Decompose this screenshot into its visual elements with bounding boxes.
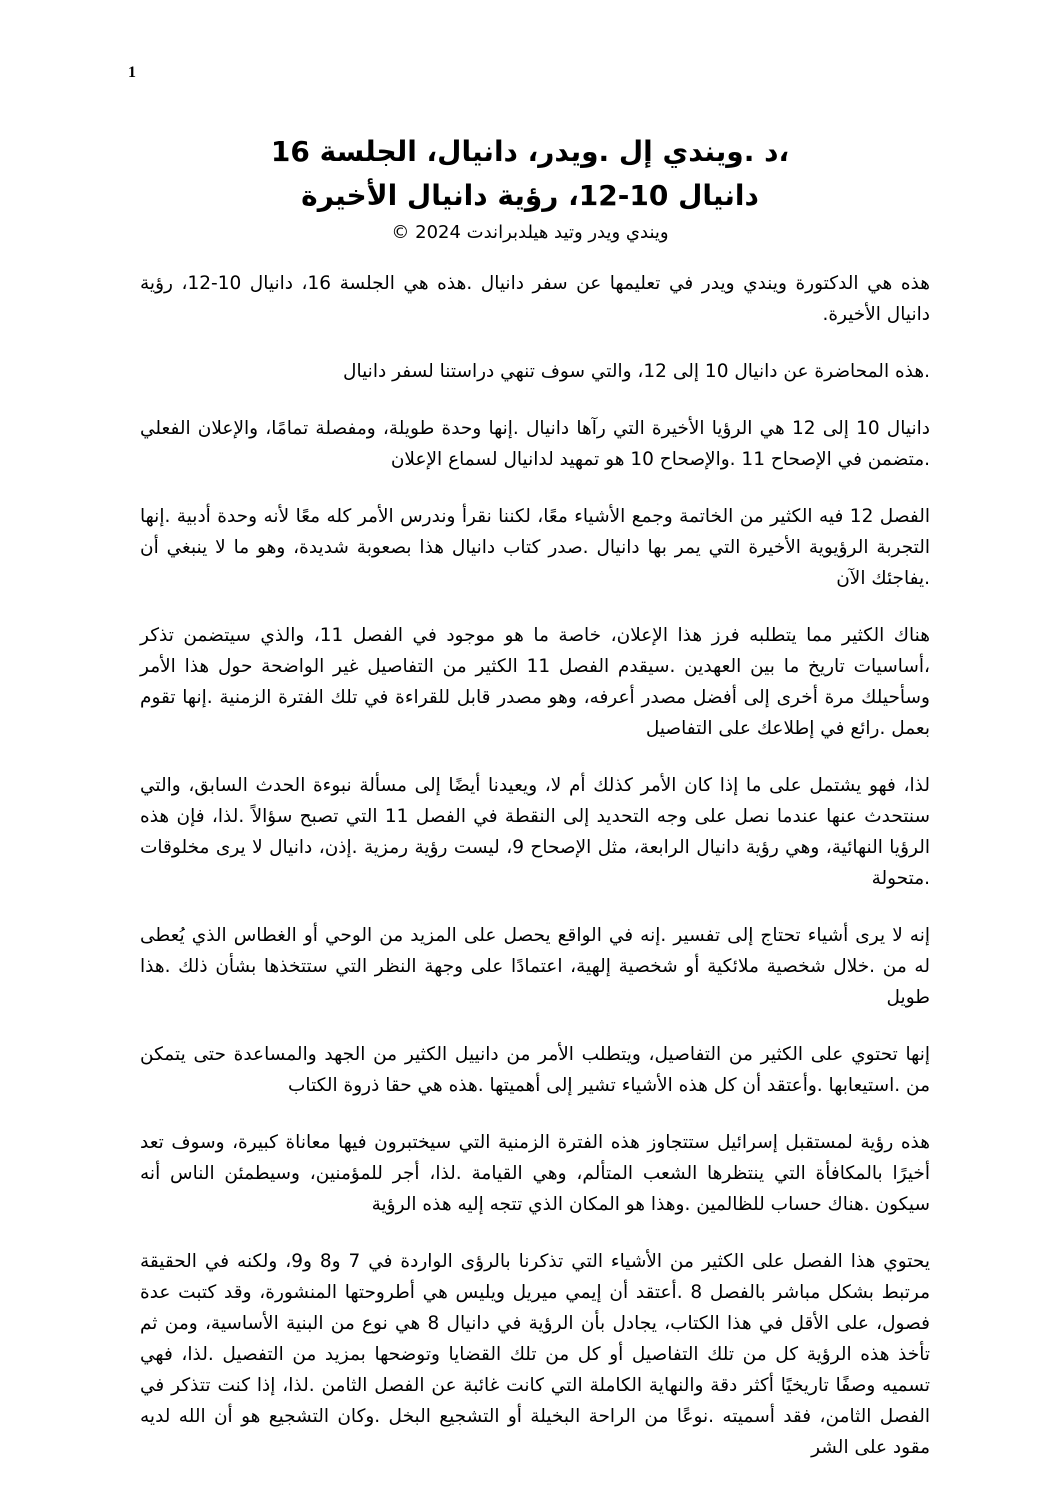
paragraph-5: هناك الكثير مما يتطلبه فرز هذا الإعلان، خاصة ما هو موجود في الفصل 11، والذي سيتضمن تذكر ،أساسيات تاريخ ما بين العهدين .سيقدم الفصل 11 الكثير من التفاصيل غير الواضحة حول هذا الأمر وسأحيلك مرة أخرى إلى أفضل مصدر أعرفه، وهو مصدر قابل للقراءة في تلك الفترة الزمنية .إنها تقوم بعمل .رائع في إطلاعك على التفاصيل [140,625,930,739]
paragraph-7: إنه لا يرى أشياء تحتاج إلى تفسير .إنه في الواقع يحصل على المزيد من الوحي أو الغطاس الذي يُعطى له من .خلال شخصية ملائكية أو شخصية إلهية، اعتمادًا على وجهة النظر التي ستتخذها بشأن ذلك .هذا طويل [140,925,930,1008]
document-title-line2: دانيال 10-12، رؤية دانيال الأخيرة [301,179,759,212]
paragraph-2: .هذه المحاضرة عن دانيال 10 إلى 12، والتي سوف تنهي دراستنا لسفر دانيال [343,361,930,382]
paragraph-9: هذه رؤية لمستقبل إسرائيل ستتجاوز هذه الفترة الزمنية التي سيختبرون فيها معاناة كبيرة، وسوف تعد أخيرًا بالمكافأة التي ينتظرها الشعب المتألم، وهي القيامة .لذا، أجر للمؤمنين، وسيطمئن الناس أنه سيكون .هناك حساب للظالمين .وهذا هو المكان الذي تتجه إليه هذه الرؤية [140,1132,930,1215]
paragraph-3: دانيال 10 إلى 12 هي الرؤيا الأخيرة التي رآها دانيال .إنها وحدة طويلة، ومفصلة تمامًا، والإعلان الفعلي .متضمن في الإصحاح 11 .والإصحاح 10 هو تمهيد لدانيال لسماع الإعلان [140,418,930,470]
paragraph-8: إنها تحتوي على الكثير من التفاصيل، ويتطلب الأمر من دانييل الكثير من الجهد والمساعدة حتى يتمكن من .استيعابها .وأعتقد أن كل هذه الأشياء تشير إلى أهميتها .هذه هي حقا ذروة الكتاب [140,1044,930,1096]
paragraph-4: الفصل 12 فيه الكثير من الخاتمة وجمع الأشياء معًا، لكننا نقرأ وندرس الأمر كله معًا لأنه وحدة أدبية .إنها التجربة الرؤيوية الأخيرة التي يمر بها دانيال .صدر كتاب دانيال هذا بصعوبة شديدة، وهو ما لا ينبغي أن .يفاجئك الآن [140,506,930,589]
paragraph-10: يحتوي هذا الفصل على الكثير من الأشياء التي تذكرنا بالرؤى الواردة في 7 و8 و9، ولكنه في الحقيقة مرتبط بشكل مباشر بالفصل 8 .أعتقد أن إيمي ميريل ويليس هي أطروحتها المنشورة، وقد كتبت عدة فصول، على الأقل في هذا الكتاب، يجادل بأن الرؤية في دانيال 8 هي نوع من البنية الأساسية، ومن ثم تأخذ هذه الرؤية كل من تلك التفاصيل أو كل من تلك القضايا وتوضحها بمزيد من التفصيل .لذا، فهي تسميه وصفًا تاريخيًا أكثر دقة والنهاية الكاملة التي كانت غائبة عن الفصل الثامن .لذا، إذا كنت تتذكر في الفصل الثامن، فقد أسميته .نوعًا من الراحة البخيلة أو التشجيع البخل .وكان التشجيع هو أن الله لديه مقود على الشر [140,1251,931,1458]
page-number: 1 [128,64,136,81]
copyright-line: ويندي ويدر وتيد هيلدبراندت 2024 © [391,222,669,243]
document-title-line1: ،د .ويندي إل .ويدر، دانيال، الجلسة 16 [270,135,790,168]
document-header [130,130,930,248]
paragraph-6: لذا، فهو يشتمل على ما إذا كان الأمر كذلك أم لا، ويعيدنا أيضًا إلى مسألة نبوءة الحدث السابق، والتي سنتحدث عنها عندما نصل على وجه التحديد إلى النقطة في الفصل 11 التي تصبح سؤالاً .لذا، فإن هذه الرؤيا النهائية، وهي رؤية دانيال الرابعة، مثل الإصحاح 9، ليست رؤية رمزية .إذن، دانيال لا يرى مخلوقات .متحولة [140,775,931,889]
document-body [140,268,930,1489]
paragraph-1: هذه هي الدكتورة ويندي ويدر في تعليمها عن سفر دانيال .هذه هي الجلسة 16، دانيال 10-12، رؤية دانيال الأخيرة. [140,273,930,325]
